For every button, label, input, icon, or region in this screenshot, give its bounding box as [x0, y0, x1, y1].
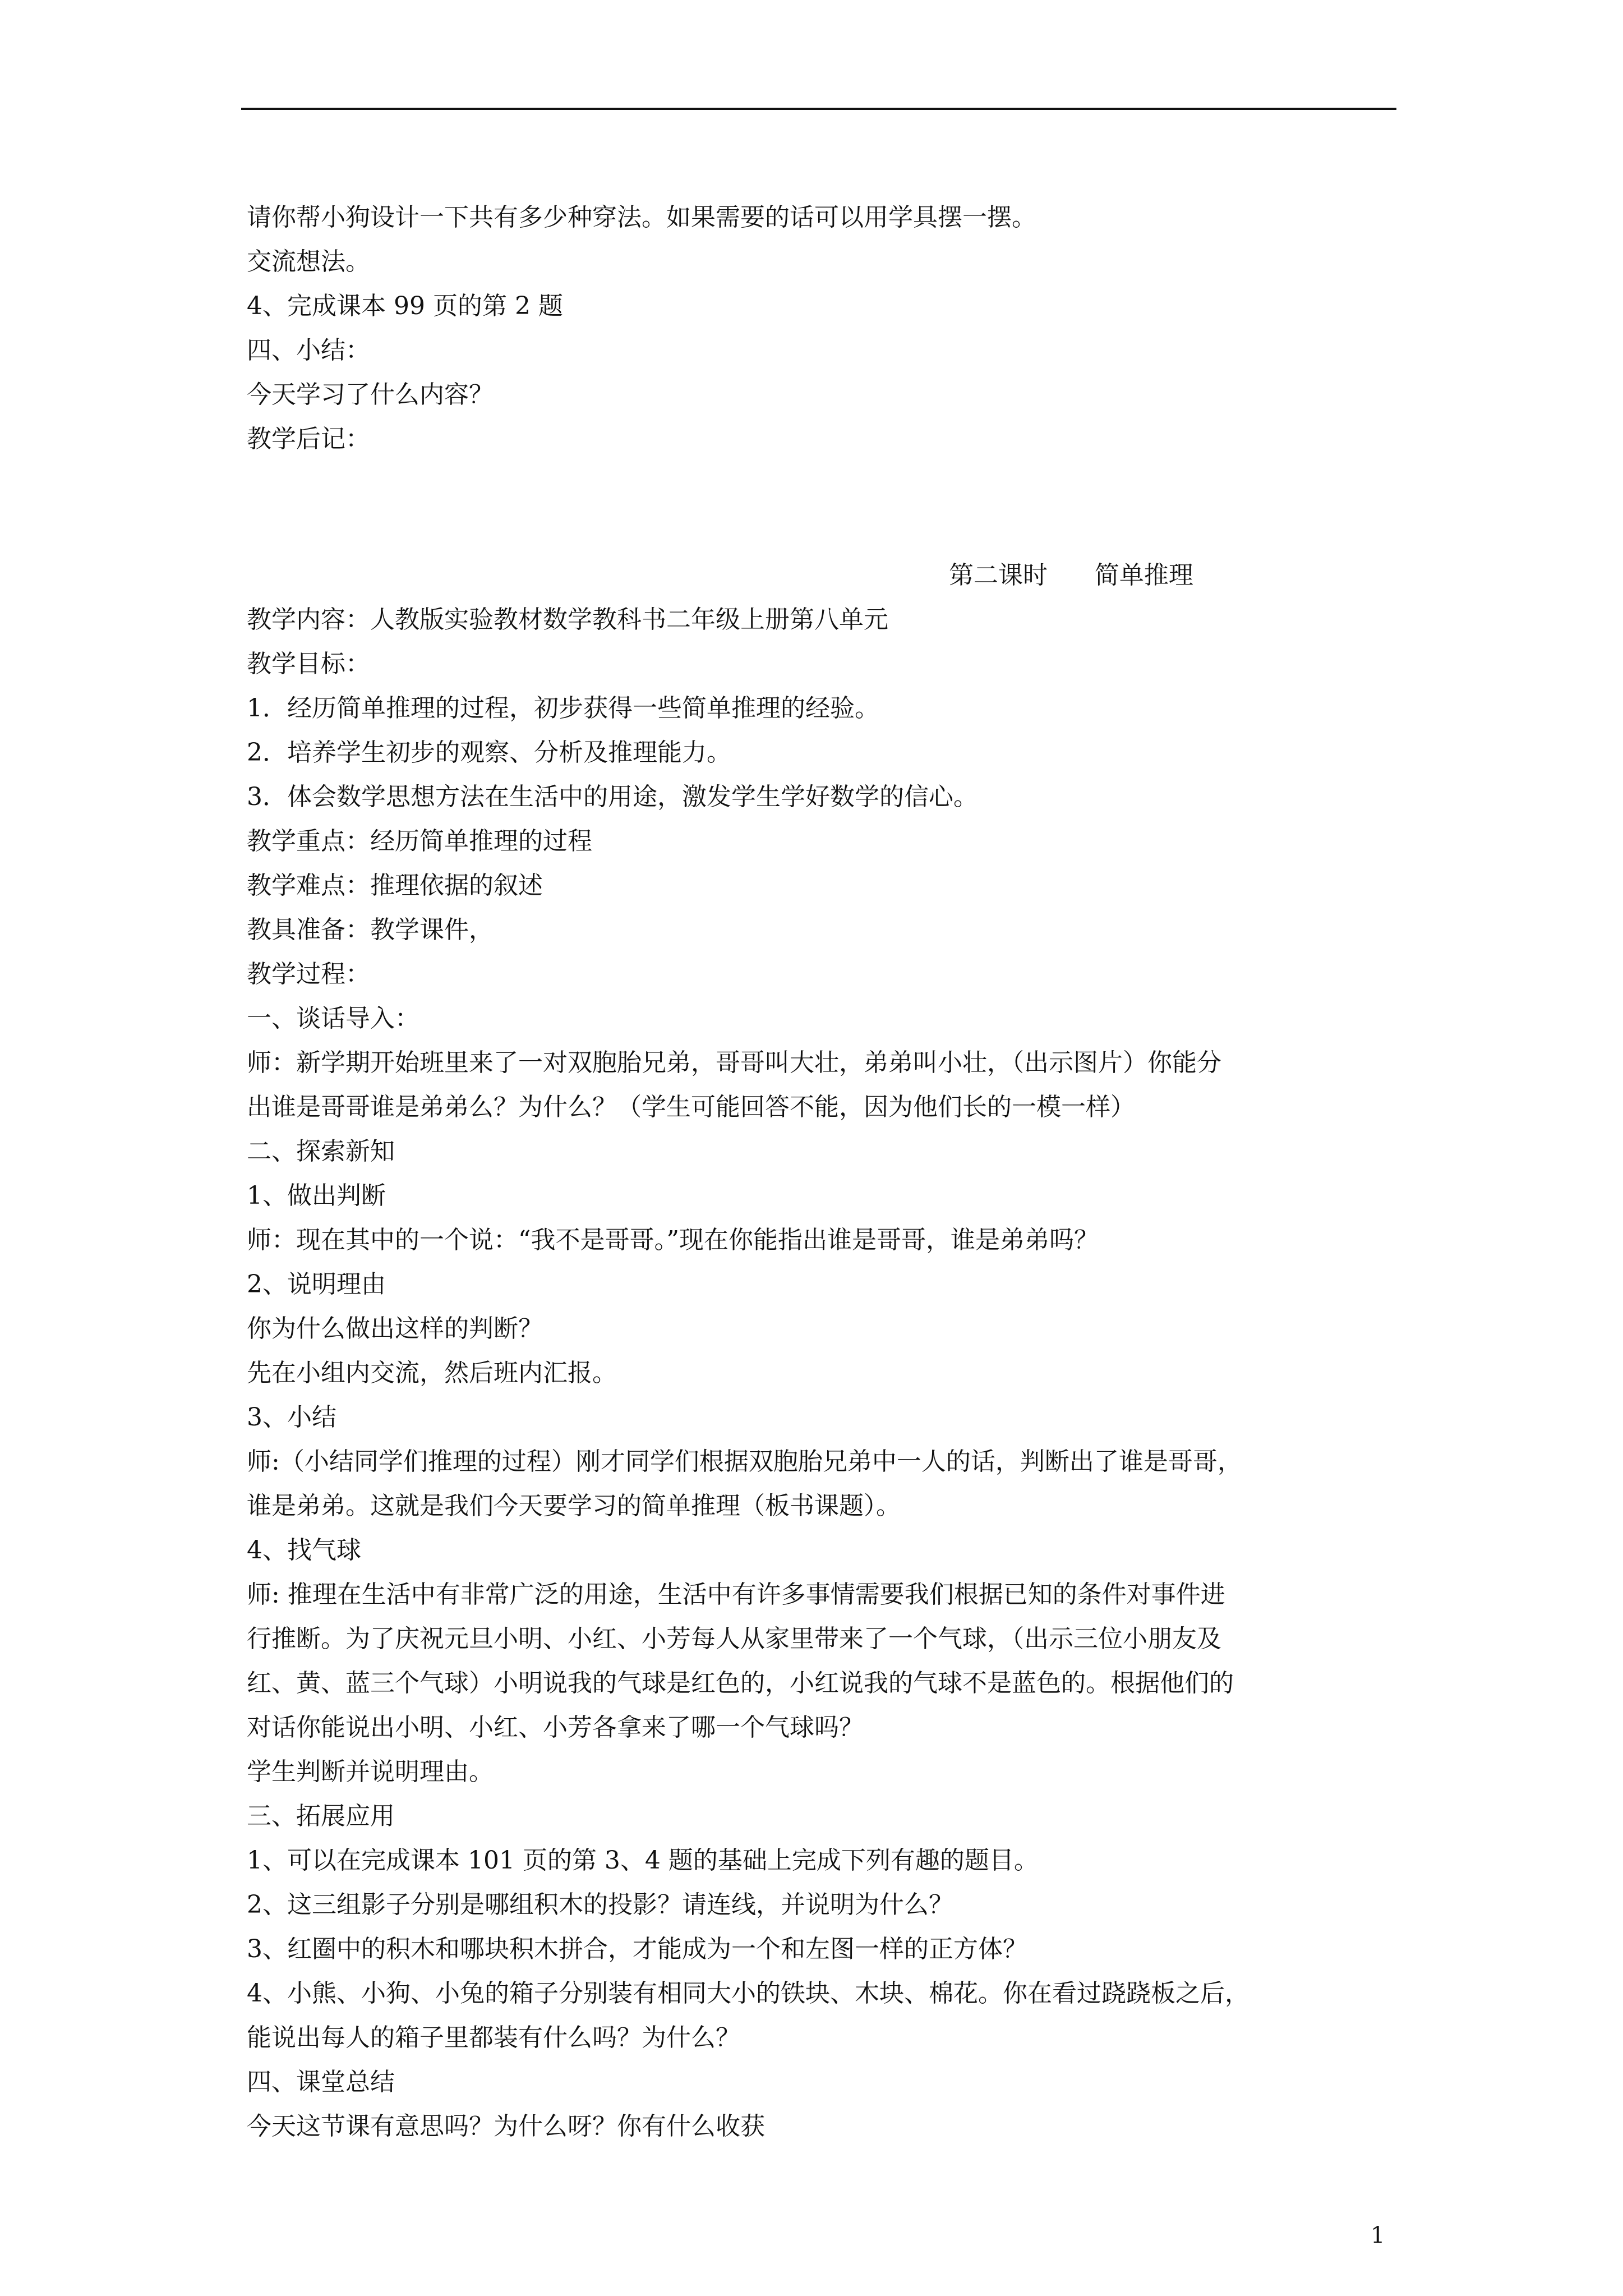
- text-line: 学生判断并说明理由。: [247, 1757, 494, 1786]
- text-line: 师:（小结同学们推理的过程）刚才同学们根据双胞胎兄弟中一人的话，判断出了谁是哥哥，: [247, 1447, 1242, 1476]
- text-line: 今天这节课有意思吗？为什么呀？你有什么收获: [247, 2112, 765, 2141]
- text-line: 教学后记：: [247, 425, 370, 453]
- text-line: 四、课堂总结: [247, 2068, 395, 2096]
- text-line: 教具准备：教学课件，: [247, 915, 494, 944]
- text-line: 一、谈话导入：: [247, 1004, 419, 1033]
- text-line: 出谁是哥哥谁是弟弟么？为什么？（学生可能回答不能，因为他们长的一模一样）: [247, 1093, 1135, 1121]
- text-line: 交流想法。: [247, 247, 370, 276]
- text-line: 谁是弟弟。这就是我们今天要学习的简单推理（板书课题）。: [247, 1492, 901, 1520]
- text-line: 3、红圈中的积木和哪块积木拼合，才能成为一个和左图一样的正方体？: [247, 1935, 1027, 1963]
- section1: [247, 195, 1402, 461]
- header-rule: [241, 108, 1396, 110]
- section2: [247, 597, 1402, 2148]
- text-line: 3．体会数学思想方法在生活中的用途，激发学生学好数学的信心。: [247, 783, 978, 811]
- text-line: 4、小熊、小狗、小兔的箱子分别装有相同大小的铁块、木块、棉花。你在看过跷跷板之后，: [247, 1979, 1249, 2008]
- document-body: [247, 195, 1402, 2148]
- text-line: 师: 推理在生活中有非常广泛的用途，生活中有许多事情需要我们根据已知的条件对事件进: [247, 1580, 1225, 1609]
- text-line: 师：新学期开始班里来了一对双胞胎兄弟，哥哥叫大壮，弟弟叫小壮，（出示图片）你能分: [247, 1048, 1221, 1077]
- text-line: 你为什么做出这样的判断？: [247, 1314, 543, 1343]
- text-line: 1、可以在完成课本 101 页的第 3、4 题的基础上完成下列有趣的题目。: [247, 1846, 1039, 1875]
- text-line: 教学过程：: [247, 960, 370, 988]
- text-line: 三、拓展应用: [247, 1802, 395, 1830]
- text-line: 对话你能说出小明、小红、小芳各拿来了哪一个气球吗？: [247, 1713, 864, 1742]
- text-line: 4、找气球: [247, 1536, 361, 1565]
- text-line: 四、小结：: [247, 336, 370, 365]
- lesson-title: 第二课时 简单推理: [949, 561, 1193, 590]
- text-line: 教学目标：: [247, 650, 370, 678]
- text-line: 3、小结: [247, 1403, 336, 1432]
- text-line: 教学内容：人教版实验教材数学教科书二年级上册第八单元: [247, 605, 888, 634]
- text-line: 能说出每人的箱子里都装有什么吗？为什么？: [247, 2023, 740, 2052]
- text-line: 行推断。为了庆祝元旦小明、小红、小芳每人从家里带来了一个气球，（出示三位小朋友及: [247, 1625, 1221, 1653]
- page-number: 1: [1371, 2223, 1385, 2248]
- text-line: 1．经历简单推理的过程，初步获得一些简单推理的经验。: [247, 694, 879, 723]
- text-line: 2、这三组影子分别是哪组积木的投影？请连线，并说明为什么？: [247, 1890, 953, 1919]
- text-line: 请你帮小狗设计一下共有多少种穿法。如果需要的话可以用学具摆一摆。: [247, 203, 1036, 232]
- text-line: 2、说明理由: [247, 1270, 386, 1299]
- text-line: 二、探索新知: [247, 1137, 395, 1166]
- text-line: 先在小组内交流，然后班内汇报。: [247, 1359, 617, 1387]
- text-line: 教学难点：推理依据的叙述: [247, 871, 543, 900]
- text-line: 红、黄、蓝三个气球）小明说我的气球是红色的，小红说我的气球不是蓝色的。根据他们的: [247, 1669, 1234, 1697]
- text-line: 1、做出判断: [247, 1181, 386, 1210]
- text-line: 4、完成课本 99 页的第 2 题: [247, 292, 563, 320]
- text-line: 今天学习了什么内容？: [247, 380, 494, 409]
- text-line: 师：现在其中的一个说：“我不是哥哥。”现在你能指出谁是哥哥，谁是弟弟吗？: [247, 1226, 1099, 1254]
- text-line: 2．培养学生初步的观察、分析及推理能力。: [247, 738, 731, 767]
- text-line: 教学重点：经历简单推理的过程: [247, 827, 592, 855]
- spacer: [247, 461, 1402, 553]
